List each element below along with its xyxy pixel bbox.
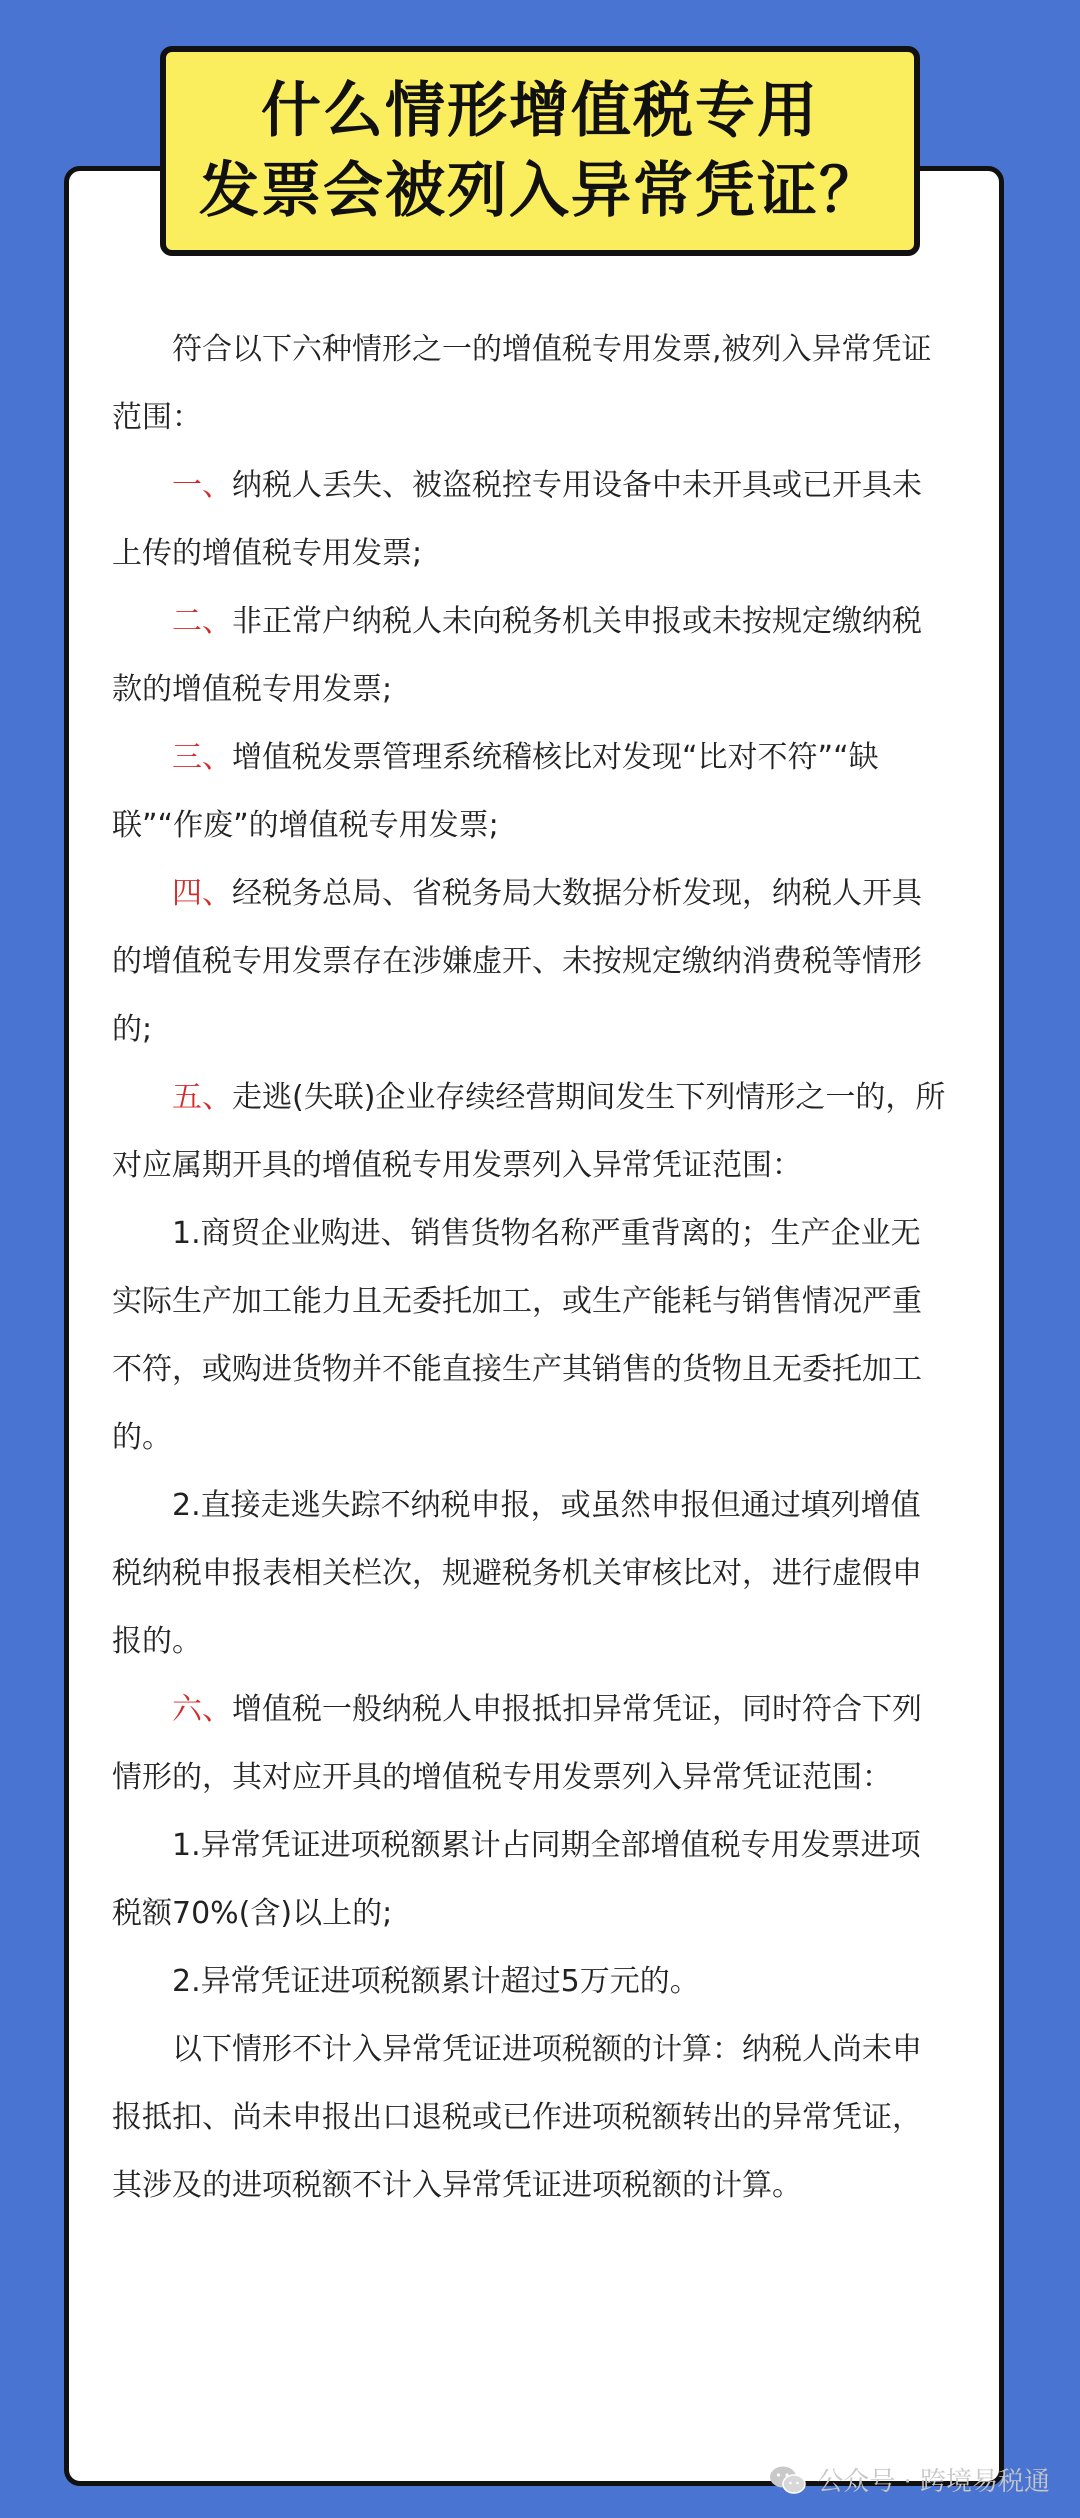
item-number: 六、 [172, 1692, 232, 1727]
item-text: 走逃(失联)企业存续经营期间发生下列情形之一的，所对应属期开具的增值税专用发票列入异常凭证范围： [112, 1080, 946, 1183]
item-number: 五、 [172, 1080, 232, 1115]
item-3 [112, 724, 948, 860]
article-body [112, 316, 948, 2220]
item-text: 增值税一般纳税人申报抵扣异常凭证，同时符合下列情形的，其对应开具的增值税专用发票列入异常凭证范围： [112, 1692, 922, 1795]
item-1 [112, 452, 948, 588]
item-number: 一、 [172, 468, 232, 503]
item-6 [112, 1676, 948, 1812]
item-2 [112, 588, 948, 724]
item-5 [112, 1064, 948, 1200]
title-line-1: 什么情形增值税专用 [261, 76, 819, 146]
item-5-sub-2: 2.直接走逃失踪不纳税申报，或虽然申报但通过填列增值税纳税申报表相关栏次，规避税务机关审核比对，进行虚假申报的。 [112, 1488, 922, 1659]
item-number: 四、 [172, 876, 232, 911]
item-6-sub-1: 1.异常凭证进项税额累计占同期全部增值税专用发票进项税额70%(含)以上的; [112, 1828, 921, 1931]
closing-paragraph: 以下情形不计入异常凭证进项税额的计算：纳税人尚未申报抵扣、尚未申报出口退税或已作进项税额转出的异常凭证，其涉及的进项税额不计入异常凭证进项税额的计算。 [112, 2032, 922, 2203]
item-4 [112, 860, 948, 1064]
item-text: 增值税发票管理系统稽核比对发现“比对不符”“缺联”“作废”的增值税专用发票; [112, 740, 879, 843]
watermark [769, 2461, 1050, 2498]
item-text: 非正常户纳税人未向税务机关申报或未按规定缴纳税款的增值税专用发票; [112, 604, 922, 707]
watermark-text: 公众号 · 跨境易税通 [817, 2467, 1050, 2497]
item-number: 三、 [172, 740, 232, 775]
item-6-sub-2: 2.异常凭证进项税额累计超过5万元的。 [172, 1964, 700, 1999]
title-line-2: 发票会被列入异常凭证？ [199, 156, 881, 226]
item-number: 二、 [172, 604, 232, 639]
item-text: 纳税人丢失、被盗税控专用设备中未开具或已开具未上传的增值税专用发票; [112, 468, 922, 571]
title-banner [160, 46, 920, 256]
item-5-sub-1: 1.商贸企业购进、销售货物名称严重背离的；生产企业无实际生产加工能力且无委托加工，或生产能耗与销售情况严重不符，或购进货物并不能直接生产其销售的货物且无委托加工的。 [112, 1216, 922, 1455]
intro-paragraph: 符合以下六种情形之一的增值税专用发票,被列入异常凭证范围： [112, 332, 932, 435]
wechat-icon [769, 2465, 807, 2495]
item-text: 经税务总局、省税务局大数据分析发现，纳税人开具的增值税专用发票存在涉嫌虚开、未按规定缴纳消费税等情形的; [112, 876, 922, 1047]
